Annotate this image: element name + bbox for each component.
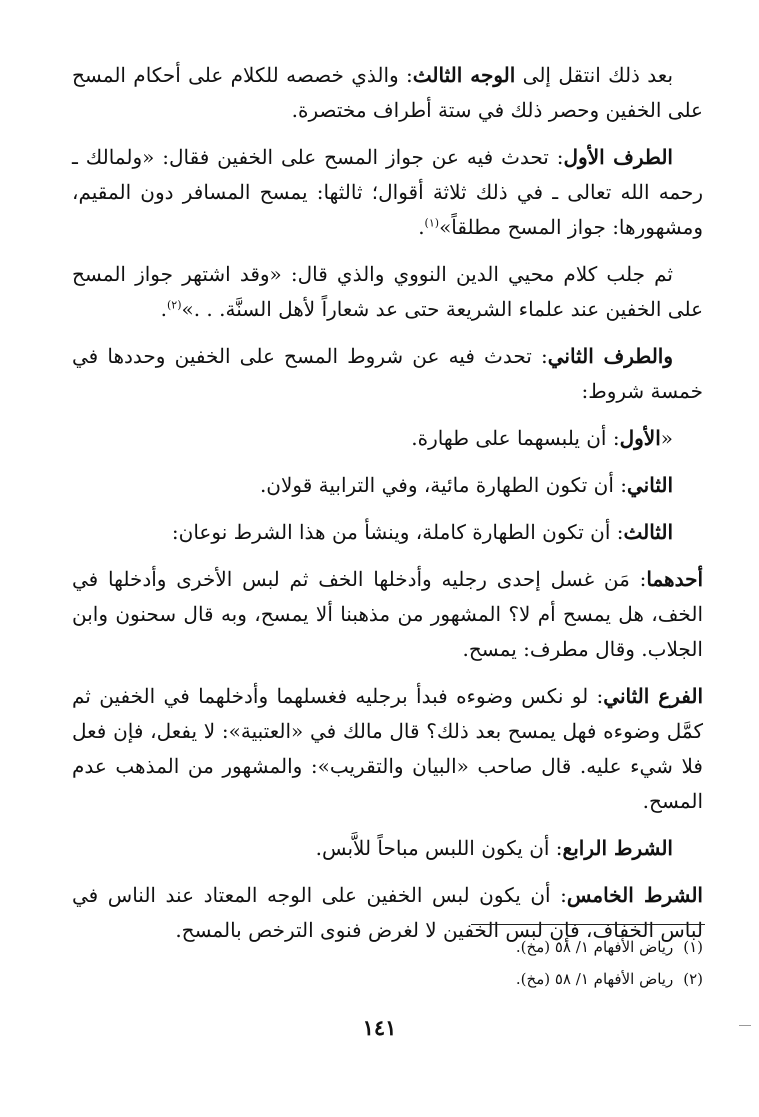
paragraph-1-intro: بعد ذلك انتقل إلى bbox=[515, 63, 674, 87]
paragraph-3 bbox=[72, 257, 703, 327]
paragraph-5-heading: الأول bbox=[619, 426, 661, 450]
paragraph-6-heading: الثاني bbox=[626, 473, 673, 497]
paragraph-5-text: : أن يلبسهما على طهارة. bbox=[411, 426, 620, 450]
paragraph-5-quote-mark: « bbox=[660, 426, 673, 450]
paragraph-7-heading: الثالث bbox=[623, 520, 673, 544]
footnotes bbox=[300, 934, 703, 998]
paragraph-10 bbox=[72, 831, 703, 866]
paragraph-4-heading: والطرف الثاني bbox=[547, 344, 674, 368]
paragraph-7 bbox=[72, 515, 703, 550]
paragraph-3-text: ثم جلب كلام محيي الدين النووي والذي قال: «وقد اشتهر جواز المسح على الخفين عند علماء الشريعة حتى عد شعاراً لأهل السنَّة. . .» bbox=[72, 262, 703, 321]
footnote-2-text: رياض الأفهام ١/ ٥٨ (مخ). bbox=[515, 970, 674, 988]
paragraph-8-text: : مَن غسل إحدى رجليه وأدخلها الخف ثم لبس الأخرى وأدخلها في الخف، هل يمسح أم لا؟ المشهور من مذهبنا ألا يمسح، وبه قال سحنون وابن الجلاب. وقال مطرف: يمسح. bbox=[72, 567, 703, 661]
footnote-2-number: (٢) bbox=[683, 970, 703, 988]
footnote-1 bbox=[300, 934, 703, 960]
body-text bbox=[72, 58, 703, 960]
paragraph-9 bbox=[72, 679, 703, 819]
footnote-divider bbox=[471, 924, 705, 925]
footnote-ref-1: (١) bbox=[424, 216, 440, 230]
footnote-1-text: رياض الأفهام ١/ ٥٨ (مخ). bbox=[515, 938, 674, 956]
paragraph-5 bbox=[72, 421, 703, 456]
paragraph-1-heading: الوجه الثالث bbox=[412, 63, 516, 87]
paragraph-8 bbox=[72, 562, 703, 667]
page-number: ١٤١ bbox=[362, 1015, 397, 1040]
paragraph-7-text: : أن تكون الطهارة كاملة، وينشأ من هذا الشرط نوعان: bbox=[171, 520, 624, 544]
paragraph-2 bbox=[72, 140, 703, 245]
margin-mark bbox=[739, 1025, 751, 1026]
footnote-ref-2: (٢) bbox=[166, 298, 182, 312]
paragraph-9-text: : لو نكس وضوءه فبدأ برجليه فغسلهما وأدخلهما في الخفين ثم كمَّل وضوءه فهل يمسح بعد ذلك؟ قال مالك في «العتبية»: لا يفعل، فإن فعل فلا شيء عليه. قال صاحب «البيان والتقريب»: والمشهور من المذهب عدم المسح. bbox=[72, 684, 703, 813]
paragraph-4-text: : تحدث فيه عن شروط المسح على الخفين وحددها في خمسة شروط: bbox=[72, 344, 703, 403]
paragraph-1-text: : والذي خصصه للكلام على أحكام المسح على الخفين وحصر ذلك في ستة أطراف مختصرة. bbox=[72, 63, 703, 122]
paragraph-1 bbox=[72, 58, 703, 128]
footnote-1-number: (١) bbox=[683, 938, 703, 956]
paragraph-11-heading: الشرط الخامس bbox=[566, 883, 703, 907]
paragraph-9-heading: الفرع الثاني bbox=[603, 684, 703, 708]
paragraph-6 bbox=[72, 468, 703, 503]
paragraph-2-text: : تحدث فيه عن جواز المسح على الخفين فقال: «ولمالك ـ رحمه الله تعالى ـ في ذلك ثلاثة أقوال؛ ثالثها: يمسح المسافر دون المقيم، ومشهورها: جواز المسح مطلقاً» bbox=[72, 145, 703, 239]
paragraph-10-heading: الشرط الرابع bbox=[562, 836, 673, 860]
footnote-2 bbox=[300, 966, 703, 992]
paragraph-10-text: : أن يكون اللبس مباحاً للاَّبس. bbox=[315, 836, 563, 860]
paragraph-2-heading: الطرف الأول bbox=[563, 145, 673, 169]
paragraph-3-tail: . bbox=[160, 297, 167, 321]
paragraph-4 bbox=[72, 339, 703, 409]
paragraph-2-tail: . bbox=[418, 215, 425, 239]
paragraph-11-text: : أن يكون لبس الخفين على الوجه المعتاد عند الناس في لباس الخفاف، فإن لبس الخفين لا لغرض فنوى الترخص بالمسح. bbox=[72, 883, 703, 942]
paragraph-6-text: : أن تكون الطهارة مائية، وفي الترابية قولان. bbox=[259, 473, 627, 497]
paragraph-8-heading: أحدهما bbox=[646, 567, 703, 591]
